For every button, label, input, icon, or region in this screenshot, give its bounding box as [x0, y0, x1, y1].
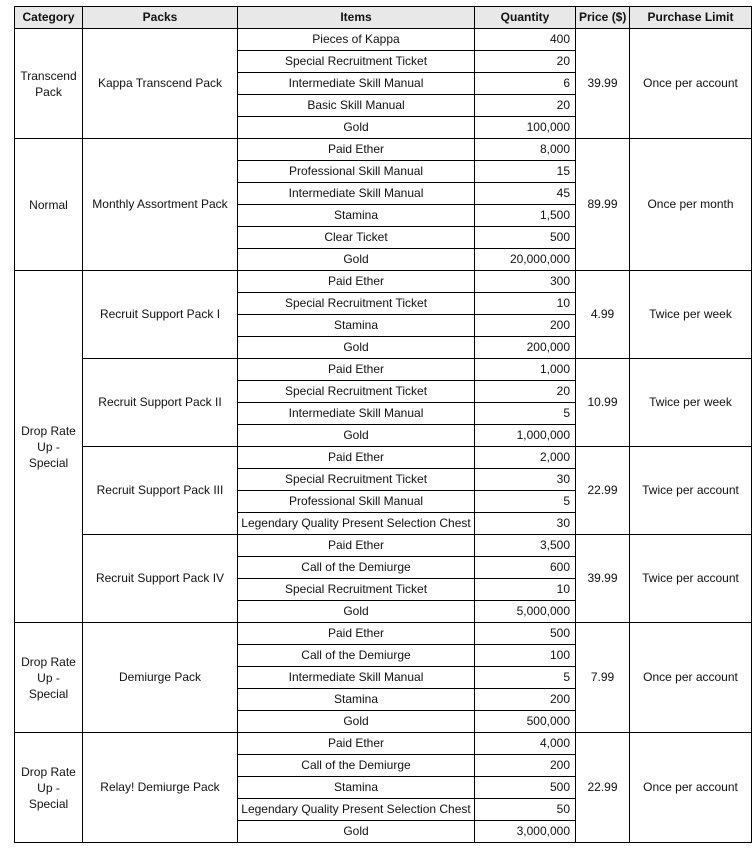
- purchase-limit-cell: Once per account: [630, 29, 752, 139]
- pack-name-cell: Monthly Assortment Pack: [83, 139, 238, 271]
- item-cell: Professional Skill Manual: [238, 491, 475, 513]
- item-cell: Gold: [238, 425, 475, 447]
- header-row: [15, 7, 752, 29]
- item-cell: Stamina: [238, 315, 475, 337]
- header-category: Category: [15, 7, 83, 29]
- price-cell: 22.99: [576, 447, 630, 535]
- quantity-cell: 500: [475, 623, 576, 645]
- item-cell: Paid Ether: [238, 535, 475, 557]
- item-cell: Call of the Demiurge: [238, 645, 475, 667]
- purchase-limit-cell: Twice per week: [630, 271, 752, 359]
- quantity-cell: 20,000,000: [475, 249, 576, 271]
- pack-table: [14, 6, 752, 843]
- quantity-cell: 6: [475, 73, 576, 95]
- price-cell: 22.99: [576, 733, 630, 843]
- table-row: [15, 623, 752, 645]
- quantity-cell: 600: [475, 557, 576, 579]
- purchase-limit-cell: Once per account: [630, 623, 752, 733]
- item-cell: Pieces of Kappa: [238, 29, 475, 51]
- pack-name-cell: Recruit Support Pack III: [83, 447, 238, 535]
- header-quantity: Quantity: [475, 7, 576, 29]
- pack-name-cell: Kappa Transcend Pack: [83, 29, 238, 139]
- quantity-cell: 15: [475, 161, 576, 183]
- item-cell: Paid Ether: [238, 359, 475, 381]
- quantity-cell: 10: [475, 579, 576, 601]
- item-cell: Intermediate Skill Manual: [238, 73, 475, 95]
- quantity-cell: 5: [475, 403, 576, 425]
- item-cell: Clear Ticket: [238, 227, 475, 249]
- item-cell: Special Recruitment Ticket: [238, 381, 475, 403]
- header-items: Items: [238, 7, 475, 29]
- pack-name-cell: Relay! Demiurge Pack: [83, 733, 238, 843]
- header-price: Price ($): [576, 7, 630, 29]
- item-cell: Intermediate Skill Manual: [238, 667, 475, 689]
- quantity-cell: 300: [475, 271, 576, 293]
- price-cell: 39.99: [576, 29, 630, 139]
- quantity-cell: 5,000,000: [475, 601, 576, 623]
- quantity-cell: 30: [475, 469, 576, 491]
- item-cell: Legendary Quality Present Selection Chest: [238, 799, 475, 821]
- quantity-cell: 4,000: [475, 733, 576, 755]
- item-cell: Call of the Demiurge: [238, 557, 475, 579]
- item-cell: Call of the Demiurge: [238, 755, 475, 777]
- item-cell: Special Recruitment Ticket: [238, 51, 475, 73]
- quantity-cell: 200: [475, 755, 576, 777]
- item-cell: Intermediate Skill Manual: [238, 403, 475, 425]
- item-cell: Gold: [238, 821, 475, 843]
- item-cell: Paid Ether: [238, 623, 475, 645]
- purchase-limit-cell: Once per month: [630, 139, 752, 271]
- pack-name-cell: Recruit Support Pack I: [83, 271, 238, 359]
- price-cell: 39.99: [576, 535, 630, 623]
- item-cell: Special Recruitment Ticket: [238, 469, 475, 491]
- quantity-cell: 2,000: [475, 447, 576, 469]
- price-cell: 89.99: [576, 139, 630, 271]
- item-cell: Paid Ether: [238, 447, 475, 469]
- category-cell: Drop Rate Up - Special: [15, 623, 83, 733]
- purchase-limit-cell: Once per account: [630, 733, 752, 843]
- pack-name-cell: Demiurge Pack: [83, 623, 238, 733]
- table-row: [15, 29, 752, 51]
- item-cell: Gold: [238, 249, 475, 271]
- quantity-cell: 100: [475, 645, 576, 667]
- price-cell: 7.99: [576, 623, 630, 733]
- item-cell: Paid Ether: [238, 733, 475, 755]
- quantity-cell: 200: [475, 315, 576, 337]
- item-cell: Gold: [238, 337, 475, 359]
- item-cell: Intermediate Skill Manual: [238, 183, 475, 205]
- quantity-cell: 1,000: [475, 359, 576, 381]
- quantity-cell: 45: [475, 183, 576, 205]
- header-packs: Packs: [83, 7, 238, 29]
- quantity-cell: 3,000,000: [475, 821, 576, 843]
- item-cell: Paid Ether: [238, 139, 475, 161]
- item-cell: Special Recruitment Ticket: [238, 579, 475, 601]
- item-cell: Gold: [238, 601, 475, 623]
- item-cell: Basic Skill Manual: [238, 95, 475, 117]
- table-row: [15, 359, 752, 381]
- table-row: [15, 535, 752, 557]
- price-cell: 10.99: [576, 359, 630, 447]
- item-cell: Stamina: [238, 777, 475, 799]
- quantity-cell: 500: [475, 227, 576, 249]
- category-cell: Transcend Pack: [15, 29, 83, 139]
- table-row: [15, 447, 752, 469]
- quantity-cell: 50: [475, 799, 576, 821]
- table-row: [15, 139, 752, 161]
- quantity-cell: 1,500: [475, 205, 576, 227]
- quantity-cell: 500: [475, 777, 576, 799]
- item-cell: Gold: [238, 117, 475, 139]
- item-cell: Legendary Quality Present Selection Chest: [238, 513, 475, 535]
- item-cell: Paid Ether: [238, 271, 475, 293]
- item-cell: Special Recruitment Ticket: [238, 293, 475, 315]
- table-row: [15, 733, 752, 755]
- purchase-limit-cell: Twice per account: [630, 447, 752, 535]
- category-cell: Normal: [15, 139, 83, 271]
- quantity-cell: 20: [475, 381, 576, 403]
- item-cell: Stamina: [238, 205, 475, 227]
- quantity-cell: 8,000: [475, 139, 576, 161]
- category-cell: Drop Rate Up - Special: [15, 271, 83, 623]
- purchase-limit-cell: Twice per week: [630, 359, 752, 447]
- pack-name-cell: Recruit Support Pack II: [83, 359, 238, 447]
- item-cell: Stamina: [238, 689, 475, 711]
- price-cell: 4.99: [576, 271, 630, 359]
- header-purchase-limit: Purchase Limit: [630, 7, 752, 29]
- quantity-cell: 100,000: [475, 117, 576, 139]
- quantity-cell: 3,500: [475, 535, 576, 557]
- quantity-cell: 20: [475, 51, 576, 73]
- quantity-cell: 200: [475, 689, 576, 711]
- quantity-cell: 1,000,000: [475, 425, 576, 447]
- quantity-cell: 500,000: [475, 711, 576, 733]
- quantity-cell: 400: [475, 29, 576, 51]
- table-body: [15, 29, 752, 843]
- quantity-cell: 10: [475, 293, 576, 315]
- quantity-cell: 5: [475, 491, 576, 513]
- quantity-cell: 200,000: [475, 337, 576, 359]
- table-row: [15, 271, 752, 293]
- quantity-cell: 5: [475, 667, 576, 689]
- pack-name-cell: Recruit Support Pack IV: [83, 535, 238, 623]
- quantity-cell: 20: [475, 95, 576, 117]
- quantity-cell: 30: [475, 513, 576, 535]
- category-cell: Drop Rate Up - Special: [15, 733, 83, 843]
- purchase-limit-cell: Twice per account: [630, 535, 752, 623]
- item-cell: Gold: [238, 711, 475, 733]
- item-cell: Professional Skill Manual: [238, 161, 475, 183]
